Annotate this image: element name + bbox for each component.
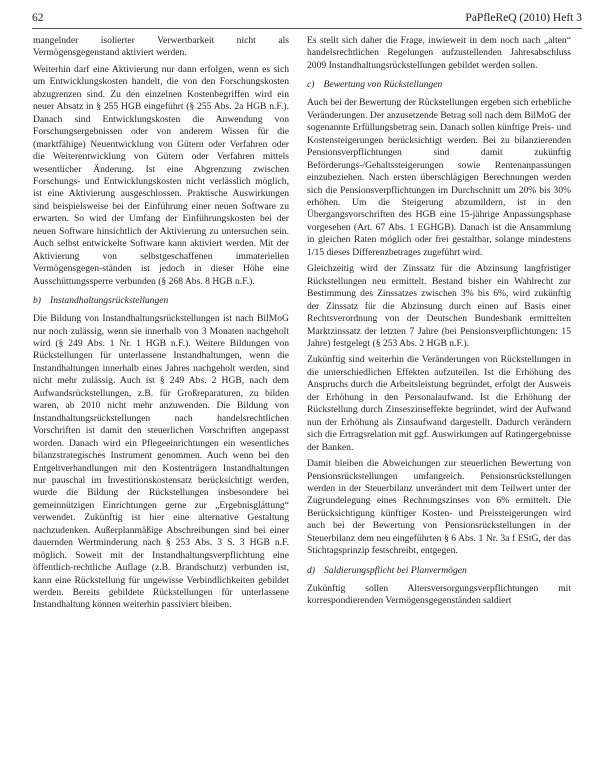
paragraph: mangelnder isolierter Verwertbarkeit nicht als Vermögensgegenstand aktiviert werden. bbox=[33, 35, 289, 59]
section-heading bbox=[307, 565, 571, 577]
paragraph: Zukünftig sind weiterhin die Veränderungen von Rückstellungen in die unterschiedlichen Effekten aufzuteilen. Ist die Erhöhung des Anspruchs durch die Arbeitsleistung begründet, erfolgt der Ausweis der Erhöhung in den Personalaufwand. Ist die Erhöhung der Rückstellung durch Zinseszinseffekte begründet, wird der Aufwand nun der Erhöhung als Zinsaufwand dargestellt. Dadurch verändern sich die Ertragsrelation mit ggf. Auswirkungen auf Ratingergebnisse der Banken. bbox=[307, 354, 571, 453]
paragraph: Die Bildung von Instandhaltungsrückstellungen ist nach BilMoG nur noch zulässig, wenn sie innerhalb von 3 Monaten nachgeholt wird (§ 249 Abs. 1 Nr. 1 HGB n.F.). Weitere Bildungen von Rückstellungen für unterlassene Instandhaltungen, wenn die Instandhaltungen innerhalb eines Jahres nachgeholt werden, sind nicht mehr zulässig. Auch ist § 249 Abs. 2 HGB, nach dem Aufwandsrückstellungen, z.B. für Großreparaturen, zu bilden waren, ab 2010 nicht mehr anzuwenden. Die Bildung von Instandhaltungsrückstellungen nach handelsrechtlichen Vorschriften ist damit den steuerlichen Vorschriften angepasst worden. Danach wird ein Pflegeeinrichtungen ein wesentliches bilanzstrategisches Instrument genommen. Auch wenn bei den Entgeltverhandlungen mit den Kostenträgern Instandhaltungen nur pauschal im Investitionskostensatz berücksichtigt werden, wurde die Bildung der Rückstellungen insbesondere bei gemeinnützigen Einrichtungen gerne zur „Ergebnisglättung“ verwendet. Zukünftig ist hier eine alternative Gestaltung nachzudenken. Außerplanmäßige Abschreibungen sind bei einer dauernden Wertminderung nach § 253 Abs. 3 S. 3 HGB n.F. möglich. Soweit mit der Instandhaltungsverpflichtung eine öffentlich-rechtliche Auflage (z.B. Brandschutz) verbunden ist, kann eine Rückstellung für ungewisse Verbindlichkeiten gebildet werden. Bereits gebildete Rückstellungen für unterlassene Instandhaltung können weiterhin passiviert bleiben. bbox=[33, 313, 289, 611]
section-heading-label: c) bbox=[307, 79, 315, 91]
section-heading-text: Instandhaltungsrückstellungen bbox=[50, 295, 169, 307]
section-heading-text: Bewertung von Rückstellungen bbox=[323, 79, 443, 91]
left-column bbox=[33, 35, 289, 760]
paragraph: Zukünftig sollen Altersversorgungsverpflichtungen mit korrespondierenden Vermögensgegenständen saldiert bbox=[307, 582, 571, 607]
paragraph: Es stellt sich daher die Frage, inwieweit in dem noch nach „alten“ handelsrechtlichen Regelungen aufzustellenden Jahresabschluss 2009 Instandhaltungsrückstellungen gebildet werden sollen. bbox=[307, 35, 571, 71]
running-header bbox=[32, 10, 582, 29]
paragraph: Gleichzeitig wird der Zinssatz für die Abzinsung langfristiger Rückstellungen neu ermittelt. Bestand bisher ein Wahlrecht zur Bestimmung des Zinssatzes zwischen 3% bis 6%, wird zukünftig der Zinssatz für die Abzinsung durch einen auf Basis einer Rechtsverordnung von der Deutschen Bundesbank ermittelten Marktzinssatz der letzten 7 Jahre (bei Pensionsverpflichtungen: 15 Jahre) festgelegt (§ 253 Abs. 2 HGB n.F.). bbox=[307, 263, 571, 349]
right-column bbox=[307, 35, 571, 760]
section-heading bbox=[307, 79, 571, 91]
section-heading-text: Saldierungspflicht bei Planvermögen bbox=[324, 564, 467, 576]
paragraph: Damit bleiben die Abweichungen zur steuerlichen Bewertung von Pensionsrückstellungen umfangreich. Pensionsrückstellungen werden in der Steuerbilanz unverändert mit dem Teilwert unter der Zugrundelegung eines Rechnungszinses von 6% ermittelt. Die Berücksichtigung künftiger Kosten- und Preissteigerungen wird auch bei der Bewertung von Pensionsrückstellungen in der Steuerbilanz dem neu eingeführten § 6 Abs. 1 Nr. 3a f EStG, der das Stichtagsprinzip festschreibt, entgegen. bbox=[307, 458, 571, 557]
paragraph: Weiterhin darf eine Aktivierung nur dann erfolgen, wenn es sich um Entwicklungskosten handelt, die von den Forschungskosten abzugrenzen sind. Zu den einzelnen Kostenbegriffen wird ein neuer Absatz in § 255 HGB eingeführt (§ 255 Abs. 2a HGB n.F.). Danach sind Entwicklungskosten die Anwendung von Forschungsergebnissen oder von anderem Wissen für die (marktfähige) Neuentwicklung von Gütern oder Verfahren oder die Weiterentwicklung von Gütern oder Verfahren mittels wesentlicher Änderung. Ist eine Abgrenzung zwischen Forschungs- und Entwicklungskosten nicht verlässlich möglich, ist eine Aktivierung ausgeschlossen. Praktische Auswirkungen sind beispielsweise bei der Einführung einer neuen Software zu erwarten. So wird der Umfang der Einführungskosten bei der neuen Software hinsichtlich der Aktivierung zu untersuchen sein. Auch selbst entwickelte Software kann aktiviert werden. Mit der Aktivierung von selbstgeschaffenen immateriellen Vermögensgegen-ständen ist jedoch in dieser Höhe eine Ausschüttungssperre verbunden (§ 268 Abs. 8 HGB n.F.). bbox=[33, 63, 289, 287]
journal-title: PaPfleReQ (2010) Heft 3 bbox=[465, 12, 582, 24]
paragraph: Auch bei der Bewertung der Rückstellungen ergeben sich erhebliche Veränderungen. Der anzusetzende Betrag soll nach dem BilMoG der sogenannte Erfüllungsbetrag sein. Danach sollen künftige Preis- und Kostensteigerungen berücksichtigt werden. Bei zu bilanzierenden Pensionsverpflichtungen sind damit zukünftig Beförderungs-/Gehaltssteigerungen sowie Rentenanpassungen einzubeziehen. Nach ersten überschlägigen Berechnungen werden sich die Pensionsverpflichtungen im Durchschnitt um 20% bis 30% erhöhen. Um die Steigerung abzumildern, ist in den Übergangsvorschriften des HGB eine 15-jährige Anpassungsphase vorgesehen (Art. 67 Abs. 1 EGHGB). Danach ist die Ansammlung in gleichen Raten möglich oder frei gestaltbar, solange mindestens 1/15 dieses Differenzbetrages zugeführt wird. bbox=[307, 97, 571, 258]
section-heading-label: d) bbox=[307, 564, 315, 576]
section-heading bbox=[33, 295, 289, 307]
page-number: 62 bbox=[32, 12, 44, 24]
section-heading-label: b) bbox=[33, 295, 41, 307]
